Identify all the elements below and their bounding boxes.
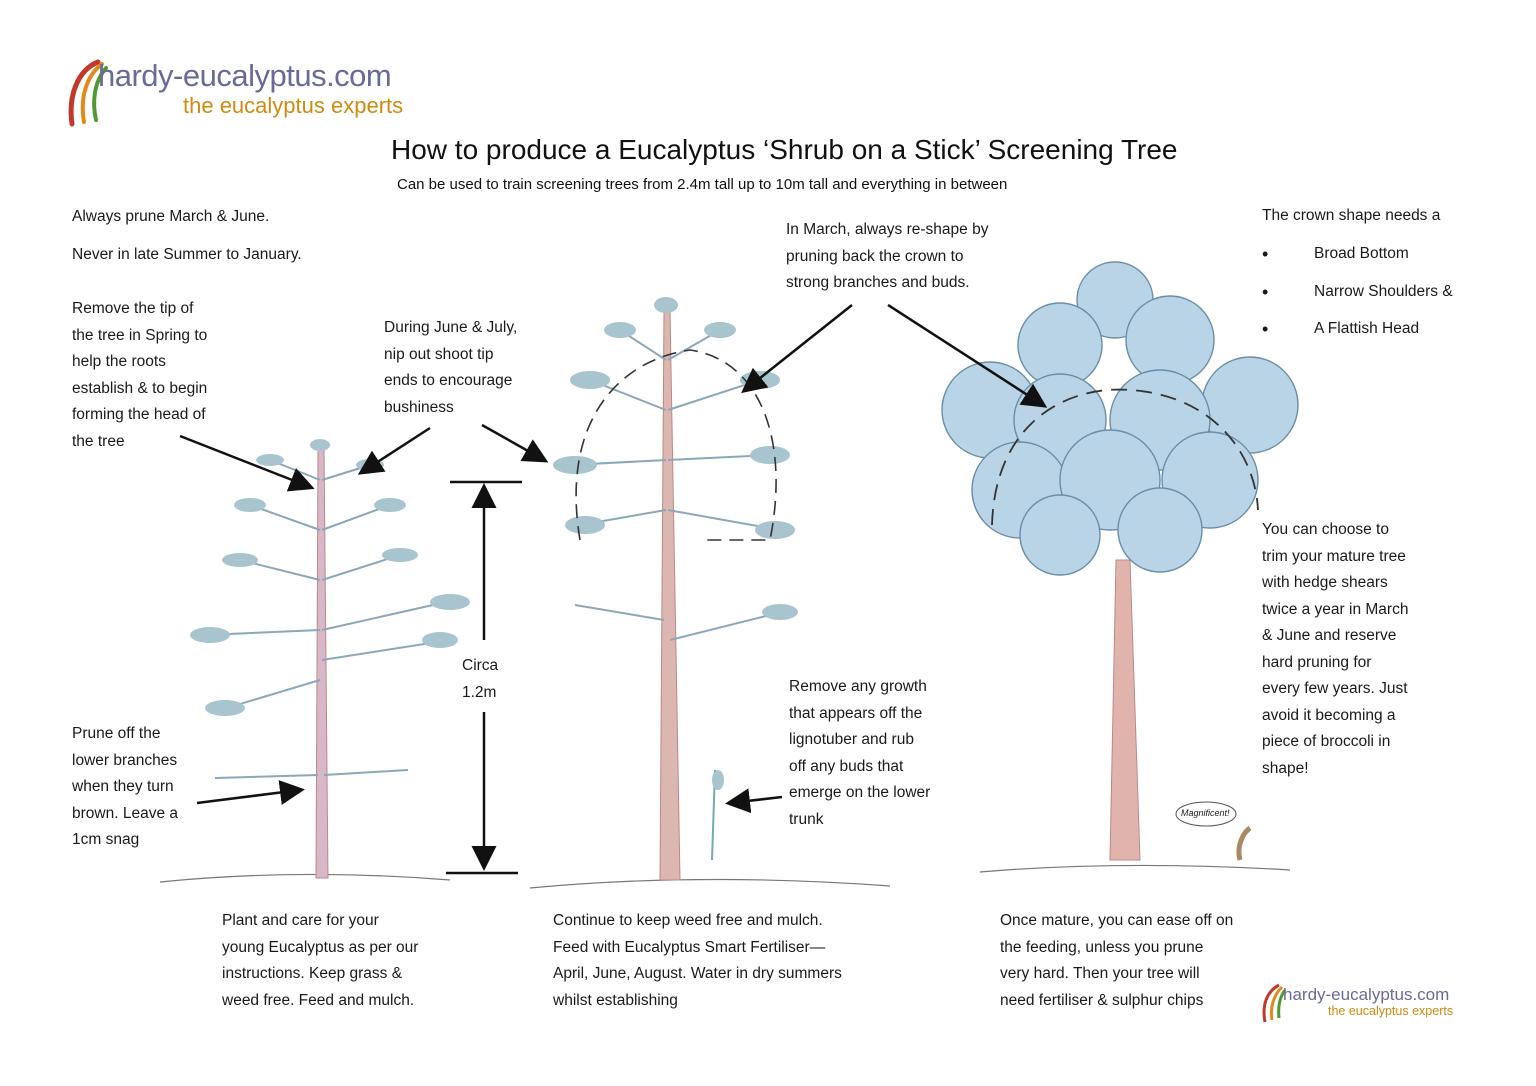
list-item: • Broad Bottom bbox=[1262, 241, 1464, 268]
annotation-nip-out: During June & July, nip out shoot tip ends to encourage bushiness bbox=[384, 319, 518, 416]
speech-bubble-text: Magnificent! bbox=[1181, 808, 1230, 818]
list-item: • A Flattish Head bbox=[1262, 316, 1464, 343]
annotation-march-reshape: In March, always re-shape by pruning back the crown to strong branches and buds. bbox=[786, 221, 989, 291]
crown-shape-list bbox=[1262, 241, 1464, 354]
height-label: Circa 1.2m bbox=[462, 657, 499, 701]
annotation-lignotuber: Remove any growth that appears off the lignotuber and rub off any buds that emerge on the lower trunk bbox=[789, 678, 931, 828]
footer-logo-tagline: the eucalyptus experts bbox=[1328, 1004, 1454, 1018]
logo-feather-small-icon bbox=[1264, 985, 1285, 1022]
young-tree-icon bbox=[190, 439, 470, 878]
logo-name: hardy-eucalyptus.com bbox=[98, 58, 392, 93]
page-subtitle: Can be used to train screening trees from 2.4m tall up to 10m tall and everything in between bbox=[397, 176, 1008, 193]
ground bbox=[160, 865, 1290, 888]
footer-logo-tagline-wrap bbox=[1328, 1004, 1453, 1018]
footer-logo bbox=[1283, 985, 1449, 1005]
footer-logo-name: hardy-eucalyptus.com bbox=[1283, 985, 1450, 1004]
timing-line-2: Never in late Summer to January. bbox=[72, 246, 302, 263]
annotation-hedge-shears: You can choose to trim your mature tree with hedge shears twice a year in March & June and reserve hard pruning for every few years. Just avoid it becoming a piece of broccoli in shape! bbox=[1262, 521, 1409, 777]
logo-tagline-wrap bbox=[183, 93, 403, 119]
list-item: • Narrow Shoulders & bbox=[1262, 279, 1464, 306]
timing-line-1: Always prune March & June. bbox=[72, 208, 270, 225]
crown-shape-heading: The crown shape needs a bbox=[1262, 207, 1441, 224]
annotation-remove-tip: Remove the tip of the tree in Spring to help the roots establish & to begin forming the head of the tree bbox=[72, 300, 208, 450]
logo bbox=[98, 58, 391, 94]
annotation-prune-lower: Prune off the lower branches when they turn brown. Leave a 1cm snag bbox=[72, 725, 178, 848]
page-title: How to produce a Eucalyptus ‘Shrub on a Stick’ Screening Tree bbox=[391, 134, 1178, 165]
mature-tree-icon bbox=[942, 262, 1298, 860]
developing-tree-icon bbox=[553, 297, 798, 880]
caption-stage-2: Continue to keep weed free and mulch. Feed with Eucalyptus Smart Fertiliser— April, June, August. Water in dry summers whilst establishing bbox=[553, 912, 842, 1009]
caption-stage-1: Plant and care for your young Eucalyptus as per our instructions. Keep grass & weed free. Feed and mulch. bbox=[222, 912, 419, 1009]
caption-stage-3: Once mature, you can ease off on the feeding, unless you prune very hard. Then your tree will need fertiliser & sulphur chips bbox=[1000, 912, 1234, 1009]
logo-tagline: the eucalyptus experts bbox=[183, 93, 404, 118]
